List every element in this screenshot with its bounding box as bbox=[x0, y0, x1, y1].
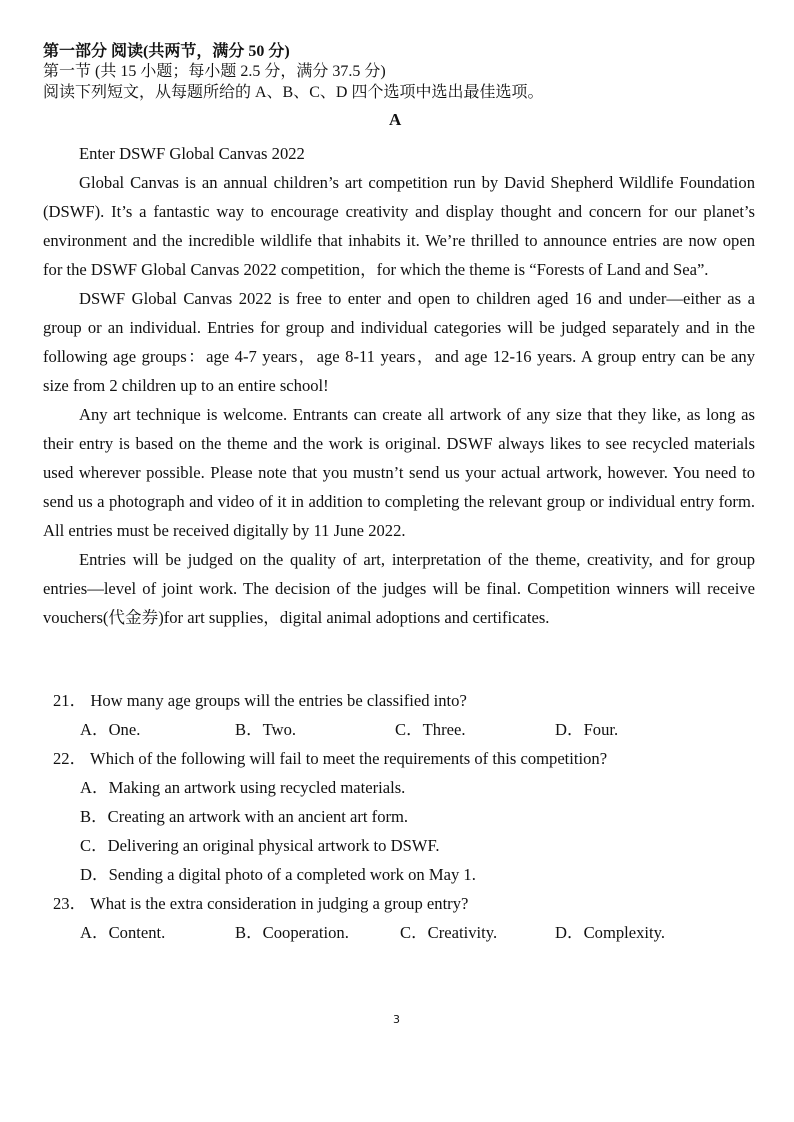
part-title: 第一部分 阅读(共两节，满分 50 分) bbox=[43, 43, 290, 60]
paragraph-3: Any art technique is welcome. Entrants can create all artwork of any size that they like, as long as their entry is based on the theme and the work is original. DSWF always likes to see recycled materials used wherever possible. Please note that you mustn’t send us your actual artwork, however. You need to send us a photograph and video of it in addition to completing the relevant group or individual entry form. All entries must be received digitally by 11 June 2022. bbox=[43, 405, 755, 540]
question-number: 23． bbox=[53, 894, 87, 913]
instructions: 阅读下列短文，从每题所给的 A、B、C、D 四个选项中选出最佳选项。 bbox=[43, 84, 544, 101]
section-title: 第一节 (共 15 小题；每小题 2.5 分，满分 37.5 分) bbox=[43, 63, 386, 80]
question-number: 21． bbox=[53, 691, 87, 710]
question-text: How many age groups will the entries be classified into? bbox=[90, 691, 467, 710]
option-c[interactable]: C．Delivering an original physical artwork to DSWF. bbox=[80, 836, 440, 855]
passage-body bbox=[43, 168, 755, 632]
question-23 bbox=[53, 889, 468, 918]
option-a[interactable]: A．Content. bbox=[80, 923, 166, 942]
page-number: 3 bbox=[393, 1013, 400, 1026]
option-a[interactable]: A．Making an artwork using recycled materials. bbox=[80, 778, 406, 797]
option-c[interactable]: C．Creativity. bbox=[400, 923, 498, 942]
option-a[interactable]: A．One. bbox=[80, 720, 141, 739]
question-number: 22． bbox=[53, 749, 87, 768]
option-d[interactable]: D．Sending a digital photo of a completed work on May 1. bbox=[80, 865, 476, 884]
question-text: What is the extra consideration in judging a group entry? bbox=[90, 894, 469, 913]
option-b[interactable]: B．Cooperation. bbox=[235, 923, 349, 942]
paragraph-2: DSWF Global Canvas 2022 is free to enter and open to children aged 16 and under—either as a group or an individual. Entries for group and individual categories will be judged separately and in the following age groups：age 4-7 years，age 8-11 years，and age 12-16 years. A group entry can be any size from 2 children up to an entire school! bbox=[43, 289, 755, 395]
passage-title: Enter DSWF Global Canvas 2022 bbox=[79, 144, 305, 163]
option-d[interactable]: D．Four. bbox=[555, 720, 619, 739]
paragraph-4: Entries will be judged on the quality of art, interpretation of the theme, creativity, and for group entries—level of joint work. The decision of the judges will be final. Competition winners will receive vouchers(代金券)for art supplies，digital animal adoptions and certificates. bbox=[43, 550, 755, 627]
option-d[interactable]: D．Complexity. bbox=[555, 923, 666, 942]
question-21 bbox=[53, 686, 467, 715]
question-22 bbox=[53, 744, 607, 773]
option-b[interactable]: B．Creating an artwork with an ancient art form. bbox=[80, 807, 409, 826]
paragraph-1: Global Canvas is an annual children’s art competition run by David Shepherd Wildlife Foundation (DSWF). It’s a fantastic way to encourage creativity and display thought and concern for our planet’s environment and the incredible wildlife that inhabits it. We’re thrilled to announce entries are now open for the DSWF Global Canvas 2022 competition，for which the theme is “Forests of Land and Sea”. bbox=[43, 173, 755, 279]
question-text: Which of the following will fail to meet the requirements of this competition? bbox=[90, 749, 608, 768]
passage-letter: A bbox=[389, 110, 402, 129]
option-b[interactable]: B．Two. bbox=[235, 720, 297, 739]
option-c[interactable]: C．Three. bbox=[395, 720, 466, 739]
